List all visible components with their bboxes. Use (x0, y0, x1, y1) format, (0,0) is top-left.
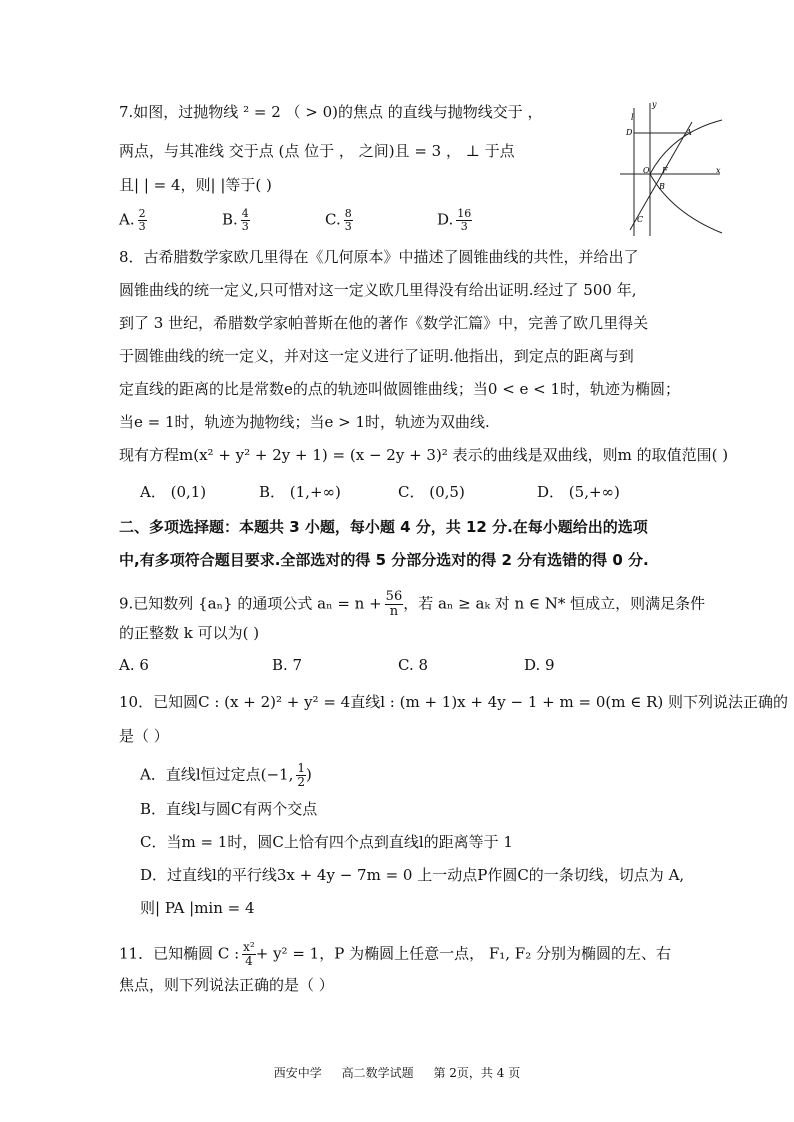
q8-line3: 到了 3 世纪，希腊数学家帕普斯在他的著作《数学汇篇》中，完善了欧几里得关 (119, 314, 649, 332)
q9-option-d: D. 9 (524, 656, 555, 674)
q7-line2: 两点，与其准线 交于点 (点 位于 ， 之间)且 = 3 ， ⊥ 于点 (119, 142, 515, 160)
q7-option-d: D. $\frac{16}{3}$ (437, 207, 472, 233)
label-a: A (686, 128, 692, 137)
q10-option-d-line1: D．过直线l的平行线3x + 4y − 7m = 0 上一动点P作圆C的一条切线，切点为 A, (140, 866, 685, 884)
q9-line2: 的正整数 k 可以为( ) (119, 624, 260, 642)
q11-line1: 11．已知椭圆 C : $\frac{\text{x²}}{4}$ + y² = 1，P 为椭圆上任意一点， F₁, F₂ 分别为椭圆的左、右 (119, 940, 671, 968)
q10-line2: 是（ ） (119, 727, 169, 745)
label-b: B (659, 182, 665, 191)
q10-line1: 10．已知圆C : (x + 2)² + y² = 4直线l : (m + 1)x + 4y − 1 + m = 0(m ∈ R) 则下列说法正确的 (119, 693, 789, 711)
q7-option-a: A. $\frac{2}{3}$ (119, 207, 146, 233)
q8-line7: 现有方程m(x² + y² + 2y + 1) = (x − 2y + 3)² 表示的曲线是双曲线，则m 的取值范围( ) (119, 446, 729, 464)
q10-option-a: A．直线l恒过定点(−1, $\frac{1}{2}$ ) (140, 761, 312, 789)
footer-page: 第 2页，共 4 页 (433, 1066, 521, 1080)
label-f: F (662, 166, 668, 175)
label-d: D (626, 128, 633, 137)
q8-line1: 8．古希腊数学家欧几里得在《几何原本》中描述了圆锥曲线的共性，并给出了 (119, 248, 639, 266)
label-y: y (652, 100, 657, 109)
q10-option-b: B．直线l与圆C有两个交点 (140, 800, 318, 818)
q7-line1: 7.如图，过抛物线 ² = 2 （ > 0)的焦点 的直线与抛物线交于 ， (119, 103, 543, 121)
section2-heading-line2: 中,有多项符合题目要求.全部选对的得 5 分部分选对的得 2 分有选错的得 0 分. (119, 551, 649, 569)
q8-line5: 定直线的距离的比是常数e的点的轨迹叫做圆锥曲线；当0 < e < 1时，轨迹为椭圆； (119, 380, 681, 398)
footer-school: 西安中学 (273, 1066, 322, 1080)
q10-option-d-line2: 则| PA |min = 4 (140, 899, 255, 917)
section2-heading-line1: 二、多项选择题：本题共 3 小题，每小题 4 分，共 12 分.在每小题给出的选项 (119, 518, 648, 536)
page-footer (0, 1064, 794, 1081)
q7-line3: 且| | = 4，则| |等于( ) (119, 176, 272, 194)
parabola-figure (612, 98, 724, 238)
q8-line6: 当e = 1时，轨迹为抛物线；当e > 1时，轨迹为双曲线. (119, 413, 490, 431)
label-l: l (631, 113, 634, 122)
q9-option-a: A. 6 (119, 656, 149, 674)
q11-line2: 焦点，则下列说法正确的是（ ） (119, 976, 334, 994)
label-x: x (716, 166, 721, 175)
q9-option-c: C. 8 (398, 656, 429, 674)
focal-chord-line (630, 122, 692, 230)
q10-option-c: C．当m = 1时，圆C上恰有四个点到直线l的距离等于 1 (140, 833, 513, 851)
q8-line2: 圆锥曲线的统一定义,只可惜对这一定义欧几里得没有给出证明.经过了 500 年, (119, 281, 637, 299)
q9-line1: 9.已知数列 {aₙ} 的通项公式 aₙ = n + $\frac{56}{n}$ ，若 aₙ ≥ aₖ 对 n ∈ N* 恒成立，则满足条件 (119, 589, 706, 619)
footer-title: 高二数学试题 (341, 1066, 414, 1080)
q8-option-d: D． (5,+∞) (537, 483, 620, 501)
q8-option-c: C． (0,5) (398, 483, 465, 501)
label-c: C (637, 215, 644, 224)
q7-option-c: C. $\frac{8}{3}$ (325, 207, 352, 233)
q9-option-b: B. 7 (272, 656, 303, 674)
label-o: O (643, 166, 650, 175)
q8-option-b: B． (1,+∞) (259, 483, 341, 501)
q7-option-b: B. $\frac{4}{3}$ (222, 207, 249, 233)
q8-line4: 于圆锥曲线的统一定义，并对这一定义进行了证明.他指出，到定点的距离与到 (119, 347, 634, 365)
q8-option-a: A． (0,1) (140, 483, 207, 501)
